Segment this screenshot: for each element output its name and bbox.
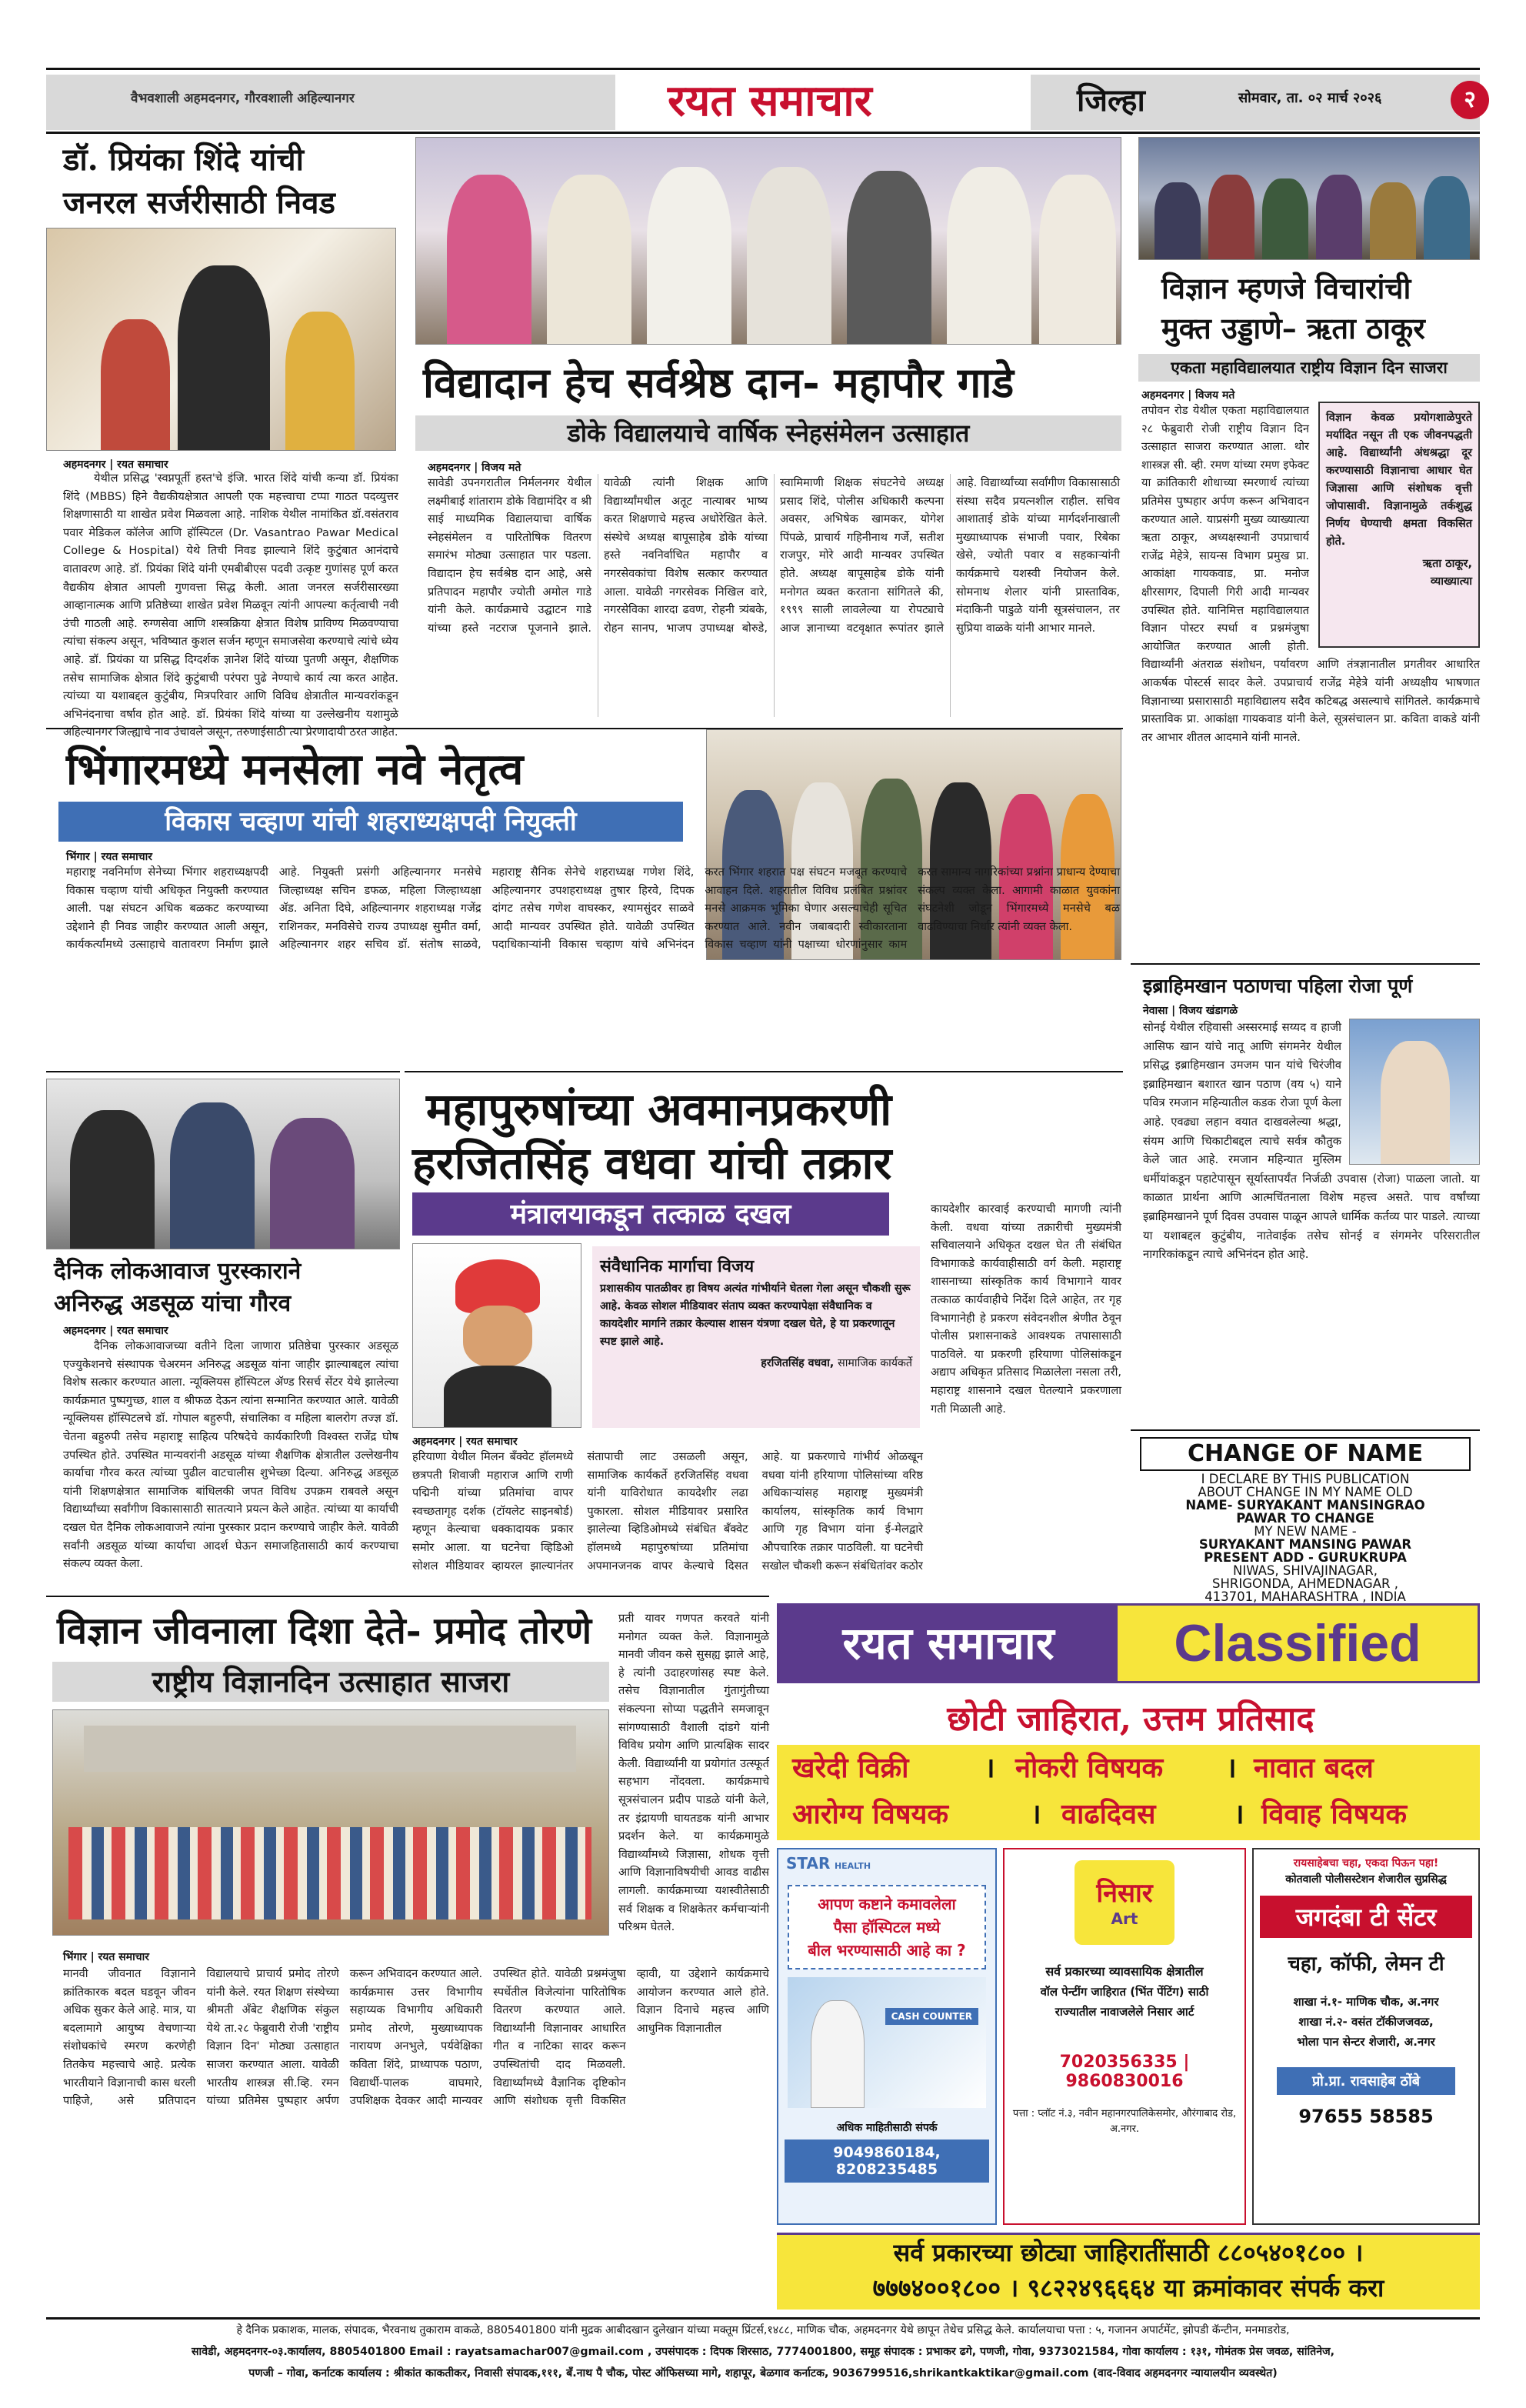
doctor-figure [811, 2000, 865, 2108]
story8-headline: विज्ञान जीवनाला दिशा देते- प्रमोद तोरणे [57, 1609, 592, 1653]
ad3-owner-bar [1277, 2067, 1455, 2095]
story1-photo [46, 228, 396, 451]
story3-body-text: तपोवन रोड येथील एकता महाविद्यालयात २८ फेब्रुवारी रोजी राष्ट्रीय विज्ञान दिन उत्साहात साजरा करण्यात आला. थोर शास्त्रज्ञ सी. व्ही. रमण यांच्या रमण इफेक्ट या क्रांतिकारी शोधाच्या स्मरणार्थ त्यांच्या प्रतिमेस पुष्पहार अर्पण करून अभिवादन करण्यात आले. याप्रसंगी मुख्य व्याख्यात्या ऋता ठाकूर, अध्यक्षस्थानी उपप्राचार्य राजेंद्र मेहेत्रे, सायन्स विभाग प्रमुख प्रा. आकांक्षा गायकवाड, प्रा. मनोज क्षीरसागर, दिपाली गिरी आदी मान्यवर उपस्थित होते. यानिमित्त महाविद्यालयात विज्ञान पोस्टर स्पर्धा व प्रश्नमंजुषा आयोजित करण्यात आली होती. विद्यार्थ्यांनी अंतराळ संशोधन, पर्यावरण आणि तंत्रज्ञानातील प्रगतीवर आधारित आकर्षक पोस्टर्स सादर केले. उपप्राचार्य राजेंद्र मेहेत्रे यांनी अध्यक्षीय भाषणात विज्ञानाच्या प्रसारासाठी महाविद्यालय सदैव कटिबद्ध असल्याचे सांगितले. कार्यक्रमाचे प्रास्ताविक प्रा. आकांक्षा गायकवाड यांनी केले, सूत्रसंचालन प्रा. कविता वाकडे यांनी तर आभार शीतल आदमाने यांनी मानले. [1141, 404, 1480, 744]
story6-body: दैनिक लोकआवाजच्या वतीने दिला जाणारा प्रतिष्ठेचा पुरस्कार अडसूळ एज्युकेशनचे संस्थापक चेअरमन अनिरुद्ध अडसूळ यांना जाहीर झाल्याबद्दल त्यांचा विशेष सत्कार करण्यात आला. न्यूक्लियस हॉस्पिटल ॲण्ड रिसर्च सेंटर येथे झालेल्या कार्यक्रमात पुष्पगुच्छ, शाल व श्रीफळ देऊन त्यांना सन्मानित करण्यात आले. यावेळी न्यूक्लियस हॉस्पिटलचे डॉ. गोपाल बहुरुपी, संचालिका व महिला बालरोग तज्ज्ञ डॉ. चेतना बहुरुपी तसेच महाराष्ट्र साहित्य परिषदेचे कार्यकारिणी विश्वस्त राजेंद्र घोष उपस्थित होते. उपस्थित मान्यवरांनी अडसूळ यांच्या शैक्षणिक क्षेत्रातील उल्लेखनीय कार्याचा गौरव करत त्यांच्या पुढील वाटचालीस शुभेच्छा दिल्या. अनिरुद्ध अडसूळ यांनी शिक्षणक्षेत्रात सामाजिक बांधिलकी जपत विविध उपक्रम राबवले असून विद्यार्थ्यांच्या सर्वांगीण विकासासाठी सातत्याने प्रयत्न केले आहेत. त्यांच्या या कार्याची दखल घेत दैनिक लोकआवाजने त्यांना पुरस्कार प्रदान करण्याचे जाहीर केले. यावेळी सर्वांनी अडसूळ यांच्या कार्याचा आदर्श घेऊन समाजहितासाठी कार्य करण्याचा संकल्प व्यक्त केला. [63, 1339, 398, 1571]
story5-dateline: नेवासा | विजय खंडागळे [1143, 1005, 1238, 1017]
classified-title-right [1118, 1606, 1478, 1681]
story6-dateline: अहमदनगर | रयत समाचार [63, 1325, 168, 1337]
story3-quote: विज्ञान केवळ प्रयोगशाळेपुरते मर्यादित नसून ती एक जीवनपद्धती आहे. विद्यार्थ्यांनी अंधश्रद्धा दूर करण्यासाठी विज्ञानाचा आधार घेत जिज्ञासा आणि संशोधक वृत्ती जोपासावी. विज्ञानामुळे तर्कशुद्ध निर्णय घेण्याची क्षमता विकसित होते. [1326, 412, 1472, 548]
person-figure [1039, 175, 1116, 344]
ad3-top2: कोतवाली पोलीसस्टेशन शेजारील सुप्रसिद्ध [1285, 1873, 1447, 1886]
story2-headline: विद्यादान हेच सर्वश्रेष्ठ दान- महापौर गाडे [423, 358, 1015, 407]
change-of-name-title-bar [1140, 1437, 1471, 1471]
ad1-line3: बील भरण्यासाठी आहे का ? [808, 1941, 966, 1959]
masthead-tagline: वैभवशाली अहमदनगर, गौरवशाली अहिल्यानगर [131, 91, 355, 106]
story1-headline-2: जनरल सर्जरीसाठी निवड [63, 185, 335, 221]
ad2-brand-sub: Art [1111, 1909, 1138, 1928]
story3-body-column [1141, 402, 1480, 945]
ad2-phone: 7020356335 | 9860830016 [1059, 2053, 1190, 2091]
classified-contact-box [777, 2233, 1480, 2310]
ad1-line1: आपण कष्टाने कमावलेला [818, 1895, 956, 1913]
story5-headline: इब्राहिमखान पठाणचा पहिला रोजा पूर्ण [1143, 975, 1413, 997]
con-line: PRESENT ADD - GURUKRUPA [1204, 1550, 1407, 1565]
person-figure [285, 312, 355, 450]
story7-body: हरियाणा येथील मिलन बँक्वेट हॉलमध्ये छत्रपती शिवाजी महाराज आणि राणी पद्मिनी यांच्या प्रतिमांचा वापर स्वच्छतागृह दर्शक (टॉयलेट साइनबोर्ड) म्हणून केल्याचा धक्कादायक प्रकार समोर आला. या घटनेचा व्हिडिओ सोशल मीडियावर व्हायरल झाल्यानंतर संतापाची लाट उसळली असून, सामाजिक कार्यकर्ते हरजितसिंह वधवा यांनी याविरोधात कायदेशीर लढा पुकारला. सोशल मीडियावर प्रसारित झालेल्या व्हिडिओमध्ये संबंधित बँक्वेट हॉलमध्ये महापुरुषांच्या प्रतिमांचा अपमानजनक वापर केल्याचे दिसत आहे. या प्रकरणाचे गांभीर्य ओळखून वधवा यांनी हरियाणा पोलिसांच्या वरिष्ठ अधिकाऱ्यांसह महाराष्ट्र मुख्यमंत्री कार्यालय, सांस्कृतिक कार्य विभाग आणि गृह विभाग यांना ई-मेलद्वारे औपचारिक तक्रार पाठविली. या घटनेची सखोल चौकशी करून संबंधितांवर कठोर [412, 1450, 923, 1573]
story8-body: मानवी जीवनात विज्ञानाने क्रांतिकारक बदल घडवून जीवन अधिक सुकर केले आहे. मात्र, या बदलामागे आयुष्य वेचणाऱ्या संशोधकांचे स्मरण करणेही तितकेच महत्त्वाचे आहे. प्रत्येक भारतीयाने विज्ञानाची कास धरली पाहिजे, असे प्रतिपादन विद्यालयाचे प्राचार्य प्रमोद तोरणे यांनी केले. रयत शिक्षण संस्थेच्या श्रीमती अँबेट शैक्षणिक संकुल येथे ता.२८ फेब्रुवारी रोजी 'राष्ट्रीय विज्ञान दिन' मोठ्या उत्साहात साजरा करण्यात आला. यावेळी भारतीय शास्त्रज्ञ सी.व्हि. रमन यांच्या प्रतिमेस पुष्पहार अर्पण करून अभिवादन करण्यात आले. कार्यक्रमास उत्तर विभागीय सहाय्यक विभागीय अधिकारी प्रमोद तोरणे, मुख्याध्यापक नारायण अनभुले, पर्यवेक्षिका कविता शिंदे, प्राध्यापक पठाण, विद्यार्थी-पालक वाघमारे, उपशिक्षक देवकर आदी मान्यवर उपस्थित होते. यावेळी प्रश्नमंजुषा स्पर्धेतील विजेत्यांना पारितोषिक वितरण करण्यात आले. विद्यार्थ्यांनी विज्ञानावर आधारित गीत व नाटिका सादर करून उपस्थितांची दाद मिळवली. विद्यार्थ्यांमध्ये वैज्ञानिक दृष्टिकोन आणि संशोधक वृत्ती विकसित व्हावी, या उद्देशाने कार्यक्रमाचे आयोजन करण्यात आले होते. विज्ञान दिनाचे महत्त्व आणि आधुनिक विज्ञानातील [63, 1967, 769, 2108]
ad1-brand-row [778, 1849, 995, 1877]
ad3-top1: रायसाहेबचा चहा, एकदा पिऊन पहा! [1293, 1857, 1439, 1869]
person-figure [947, 167, 1031, 344]
con-line: MY NEW NAME - [1254, 1524, 1357, 1539]
story4-dateline: भिंगार | रयत समाचार [66, 851, 152, 863]
person-figure [1208, 175, 1254, 259]
story4-headline: भिंगारमध्ये मनसेला नवे नेतृत्व [66, 744, 524, 795]
ad1-image [788, 1977, 986, 2108]
ad2-line2: वॉल पेन्टींग जाहिरात (भिंत पेंटिंग) साठी [1040, 1985, 1209, 1999]
ad3-title: जगदंबा टी सेंटर [1295, 1903, 1437, 1932]
story7-box-body: प्रशासकीय पातळीवर हा विषय अत्यंत गांभीर्याने घेतला गेला असून चौकशी सुरू आहे. केवळ सोशल मीडियावर संताप व्यक्त करण्यापेक्षा संवैधानिक व कायदेशीर मार्गाने तक्रार केल्यास शासन यंत्रणा दखल घेते, हे या प्रकरणातून स्पष्ट झाले आहे. [600, 1282, 911, 1348]
story-vidyadan [409, 137, 1125, 722]
story1-body: येथील प्रसिद्ध 'स्वप्नपूर्ती हस्त'चे इंजि. भारत शिंदे यांची कन्या डॉ. प्रियंका शिंदे (MBBS) हिने वैद्यकीयक्षेत्रात आपली एक महत्त्वाचा टप्पा गाठत पदव्युत्तर शिक्षणासाठी या शाखेत प्रवेश मिळवला आहे. नाशिक येथील नामांकित डॉ.वसंतराव पवार मेडिकल कॉलेज आणि हॉस्पिटल (Dr. Vasantrao Pawar Medical College & Hospital) येथे तिची निवड झाल्याने शिंदे कुटुंबात आनंदाचे वातावरण आहे. डॉ. प्रियंका शिंदे यांनी एमबीबीएस पदवी उत्कृष्ट गुणांसह पूर्ण करत वैद्यकीय क्षेत्रात आपली गुणवत्ता सिद्ध केली. आता जनरल सर्जरीसारख्या आव्हानात्मक आणि प्रतिष्ठेच्या शाखेत प्रवेश मिळवून त्यांनी आपल्या कर्तृत्वाची नवी उंची गाठली आहे. रुग्णसेवा आणि शस्त्रक्रिया क्षेत्रात विशेष प्राविण्य मिळवण्याचा त्यांचा संकल्प असून, भविष्यात कुशल सर्जन म्हणून समाजसेवा करण्याचे त्यांचे ध्येय आहे. डॉ. प्रियंका या प्रसिद्ध दिग्दर्शक ज्ञानेश शिंदे यांच्या पुतणी असून, शैक्षणिक तसेच सामाजिक क्षेत्रात शिंदे कुटुंबाची परंपरा पुढे नेण्याचे कार्य त्या करत आहेत. त्यांच्या या यशाबद्दल कुटुंबीय, मित्रपरिवार आणि विविध क्षेत्रातील मान्यवरांकडून अभिनंदनाचा वर्षाव होत आहे. डॉ. प्रियंका शिंदे यांच्या या उल्लेखनीय यशामुळे अहिल्यानगर जिल्ह्याचे नाव उंचावले असून, तरुणाईसाठी त्या प्रेरणादायी ठरत आहेत. [63, 472, 398, 739]
ad2-brand: निसार [1096, 1878, 1153, 1909]
story3-subheadline: एकता महाविद्यालयात राष्ट्रीय विज्ञान दिन साजरा [1171, 359, 1448, 377]
category-item: नोकरी विषयक [1015, 1752, 1164, 1784]
con-line: SHRIGONDA, AHMEDNAGAR , [1212, 1576, 1398, 1591]
ad1-phone: 9049860184, 8208235485 [785, 2140, 989, 2183]
masthead-title: रयत समाचार [668, 75, 872, 126]
ad3-phone: 97655 58585 [1298, 2106, 1434, 2127]
person-figure [447, 175, 531, 344]
person-figure [747, 167, 831, 344]
story-bhingar-mns [46, 728, 1123, 1066]
change-of-name-notice [1131, 1429, 1480, 1604]
story-harjitsingh [405, 1071, 1123, 1591]
story2-dateline: अहमदनगर | विजय मते [428, 462, 521, 474]
story-vidnyan-vicharanchi [1131, 137, 1480, 960]
con-line: ABOUT CHANGE IN MY NAME OLD [1198, 1485, 1413, 1499]
con-line: 413701, MAHARASHTRA , INDIA [1204, 1589, 1406, 1604]
page-number-text: २ [1464, 86, 1476, 113]
story3-body [1141, 402, 1480, 746]
story7-box-byline [600, 1356, 912, 1370]
story3-subhead-bar [1138, 354, 1480, 382]
story3-quote-role: व्याख्यात्या [1430, 575, 1472, 588]
students-group [68, 1827, 591, 1919]
classified-title-bar [777, 1603, 1480, 1683]
story8-subheadline: राष्ट्रीय विज्ञानदिन उत्साहात साजरा [152, 1664, 510, 1699]
con-line: NIWAS, SHIVAJINAGAR, [1233, 1563, 1378, 1578]
person-figure [1370, 182, 1416, 259]
ad3-branch2: शाखा नं.२- वसंत टॉकीजजवळ, [1298, 2015, 1434, 2029]
imprint-line-3: पणजी – गोवा, कर्नाटक कार्यालय : श्रीकांत काकतीकर, निवासी संपादक,१११, बँ.नाथ पै चौक, पोस्ट ऑफिसच्या मागे, शहापूर, बेळगाव कर्नाटक, 9036799516,shrikantkaktikar@gmail.com (वाद-विवाद अहमदनगर न्यायालयीन व्यवस्थेत) [248, 2367, 1278, 2380]
person-figure [1262, 178, 1308, 259]
category-item: विवाह विषयक [1261, 1798, 1408, 1830]
story-aniruddha-adsul [46, 1071, 400, 1591]
person-figure [647, 167, 731, 344]
change-of-name-title: CHANGE OF NAME [1187, 1440, 1424, 1467]
ad1-headline-box [788, 1885, 986, 1969]
classified-title-mr: रयत समाचार [842, 1617, 1055, 1669]
imprint-line-1: हे दैनिक प्रकाशक, मालक, संपादक, भैरवनाथ तुकाराम वाकळे, 8805401800 यांनी मुद्रक आबीदखान दुलेखान यांच्या मक्तूम प्रिंटर्स,१४८८, माणिक चौक, अहमदनगर येथे छापून तेथेच प्रसिद्ध केले. कार्यालयाचा पत्ता : ५, गजानन अपार्टमेंट, झोपडी कॅन्टीन, मनमाडरोड, [236, 2324, 1290, 2336]
classified-title-left [779, 1606, 1118, 1681]
category-item: नावात बदल [1254, 1752, 1374, 1784]
story-ibrahimkhan [1131, 963, 1480, 1425]
person-figure [847, 171, 931, 344]
con-line: SURYAKANT MANSING PAWAR [1198, 1537, 1412, 1552]
person-figure [1424, 176, 1470, 259]
ad-jagdamba-tea [1252, 1848, 1480, 2225]
category-separator: । [1031, 1798, 1041, 1830]
story7-subheadline: मंत्रालयाकडून तत्काळ दखल [510, 1198, 791, 1230]
ad2-address: पत्ता : प्लॉट नं.३, नवीन महानगरपालिकेसमोर, औरंगाबाद रोड, अ.नगर. [1012, 2108, 1237, 2135]
child-figure [1381, 1041, 1450, 1164]
story5-body: सोनई येथील रहिवासी अस्सरमाई सय्यद व हाजी आसिफ खान यांचे नातू आणि संगमनेर येथील प्रसिद्ध इब्राहिमखान उमजम पान यांचे चिरंजीव इब्राहिमखान बशारत खान पठाण (वय ५) याने पवित्र रमजान महिन्यातील कडक रोजा पूर्ण केला आहे. एवढ्या लहान वयात दाखवलेल्या श्रद्धा, संयम आणि चिकाटीबद्दल त्याचे सर्वत्र कौतुक केले जात आहे. रमजान महिन्यात मुस्लिम धर्मीयांकडून पहाटेपासून सूर्यास्तापर्यंत निर्जळी उपवास (रोजा) पाळला जातो. या काळात प्रार्थना आणि आत्मचिंतनाला विशेष महत्त्व असते. पाच वर्षांच्या इब्राहिमखानने पूर्ण दिवस उपवास पाळून आपले धार्मिक कर्तव्य पार पाडले. त्याच्या या यशाबद्दल कुटुंबीय, नातेवाईक तसेच सोनई व संगमनेर परिसरातील नागरिकांकडून त्याचे अभिनंदन होत आहे. [1143, 1021, 1480, 1262]
ad1-contact-label: अधिक माहितीसाठी संपर्क [836, 2122, 938, 2134]
category-item: खरेदी विक्री [792, 1752, 909, 1784]
masthead-section: जिल्हा [1077, 82, 1145, 118]
con-line: NAME- SURYAKANT MANSINGRAO [1185, 1498, 1425, 1513]
person-figure [444, 1366, 551, 1427]
category-separator: । [985, 1752, 995, 1784]
page-number [1451, 81, 1489, 119]
ad2-logo [1075, 1860, 1174, 1945]
ad3-items: चहा, कॉफी, लेमन टी [1288, 1953, 1444, 1976]
story5-photo [1349, 1019, 1480, 1165]
con-line: I DECLARE BY THIS PUBLICATION [1201, 1472, 1410, 1486]
story7-headline-1: महापुरुषांच्या अवमानप्रकरणी [426, 1083, 892, 1136]
imprint-footer [46, 2317, 1480, 2386]
category-item: आरोग्य विषयक [792, 1798, 949, 1830]
ad-star-health [777, 1848, 997, 2225]
ad3-branch1: शाखा नं.१- माणिक चौक, अ.नगर [1293, 1995, 1439, 2009]
story6-headline-2: अनिरुद्ध अडसूळ यांचा गौरव [54, 1290, 292, 1317]
story7-subhead-bar [412, 1192, 889, 1236]
ad3-owner: प्रो.प्रा. रावसाहेब ठोंबे [1311, 2073, 1421, 2089]
category-separator: । [1234, 1798, 1244, 1830]
story8-body-side: प्रती यावर गणपत करवते यांनी मनोगत व्यक्त केले. विज्ञानामुळे मानवी जीवन कसे सुसह्य झाले आहे, हे त्यांनी उदाहरणांसह स्पष्ट केले. तसेच विज्ञानातील गुंतागुंतीच्या संकल्पना सोप्या पद्धतीने समजावून सांगण्यासाठी वैशाली दांडगे यांनी विविध प्रयोग आणि प्रात्यक्षिक सादर केली. विद्यार्थ्यांनी या प्रयोगांत उत्स्फूर्त सहभाग नोंदवला. कार्यक्रमाचे सूत्रसंचालन प्रदीप पाडळे यांनी केले, तर इंद्रायणी घायतडक यांनी आभार प्रदर्शन केले. या कार्यक्रमामुळे विद्यार्थ्यांमध्ये जिज्ञासा, शोधक वृत्ती आणि विज्ञानाविषयीची आवड वाढीस लागली. कार्यक्रमाच्या यशस्वीतेसाठी सर्व शिक्षक व शिक्षकेतर कर्मचाऱ्यांनी परिश्रम घेतले. [618, 1612, 769, 1934]
ad2-line3: राज्यातील नावाजलेले निसार आर्ट [1055, 2005, 1194, 2019]
story7-box-author: हरजितसिंह वधवा, [761, 1357, 835, 1369]
person-figure [1154, 182, 1201, 259]
story3-quote-spacer [1309, 402, 1480, 655]
ad2-line1: सर्व प्रकारच्या व्यावसायिक क्षेत्रातील [1045, 1964, 1204, 1979]
ad3-title-bar [1260, 1896, 1472, 1938]
story1-headline-1: डॉ. प्रियंका शिंदे यांची [63, 142, 304, 178]
imprint-line-2: सावेडी, अहमदनगर-०३.कार्यालय, 8805401800 Email : rayatsamachar007@gmail.com , उपसंपादक : दिपक शिरसाठ, 7774001800, समूह संपादक : प्रभाकर ढगे, पणजी, गोवा, 9373021584, गोवा कार्यालय : १३१, गोमंतक प्रेस जवळ, सांतिनेज, [191, 2346, 1335, 2358]
ad1-counter: CASH COUNTER [885, 2008, 978, 2025]
classified-contact-2: ७७७४००१८०० । ९८२२४९६६६४ या क्रमांकावर संपर्क करा [872, 2273, 1384, 2303]
story3-dateline: अहमदनगर | विजय मते [1141, 389, 1235, 402]
category-item: वाढदिवस [1061, 1798, 1156, 1830]
con-line: PAWAR TO CHANGE [1236, 1511, 1374, 1526]
ad-nisar-art [1003, 1848, 1246, 2225]
banner-strip [84, 1726, 576, 1772]
story-priyanka-shinde [46, 137, 400, 739]
story2-photo [415, 137, 1121, 345]
story2-subhead-bar [415, 415, 1121, 451]
face-shape [463, 1306, 532, 1367]
classified-title-en: Classified [1174, 1614, 1421, 1673]
story7-box-title: संवैधानिक मार्गाचा विजय [600, 1256, 755, 1276]
story7-box-role: सामाजिक कार्यकर्ते [838, 1357, 912, 1369]
ad1-brand-sub: HEALTH [834, 1861, 871, 1871]
story4-subheadline: विकास चव्हाण यांची शहराध्यक्षपदी नियुक्ती [165, 806, 577, 837]
classified-tagline: छोटी जाहिरात, उत्तम प्रतिसाद [947, 1699, 1314, 1739]
ad3-branch3: भोला पान सेन्टर शेजारी, अ.नगर [1297, 2035, 1435, 2049]
person-figure [170, 1102, 255, 1249]
story3-quote-author: ऋता ठाकूर, [1422, 558, 1472, 570]
story2-body: सावेडी उपनगरातील निर्मलनगर येथील लक्ष्मीबाई शांताराम डोके विद्यामंदिर व श्री साई माध्यमिक विद्यालयाचा वार्षिक स्नेहसंमेलन व पारितोषिक वितरण समारंभ मोठ्या उत्साहात पार पडला. विद्यादान हेच सर्वश्रेष्ठ दान आहे, असे प्रतिपादन महापौर ज्योती अमोल गाडे यांनी केले. कार्यक्रमाचे उद्घाटन गाडे यांच्या हस्ते नटराज पूजनाने झाले. यावेळी त्यांनी शिक्षक आणि विद्यार्थ्यांमधील अतूट नात्याबर भाष्य करत शिक्षणाचे महत्त्व अधोरेखित केले. संस्थेचे अध्यक्ष बापूसाहेब डोके यांच्या हस्ते नवनिर्वाचित महापौर व नगरसेवकांचा विशेष सत्कार करण्यात आला. यावेळी नगरसेवक निखिल वारे, नगरसेविका शारदा ढवण, रोहनी त्र्यंबके, रोहन सानप, भाजप उपाध्यक्ष बोरुडे, स्वामिमाणी शिक्षक संघटनेचे अध्यक्ष प्रसाद शिंदे, पोलीस अधिकारी कल्पना अवसर, अभिषेक खामकर, योगेश पिंपळे, प्राचार्य गहिनीनाथ गर्जे, सतीश राजपुर, मोरे आदी मान्यवर उपस्थित होते. अध्यक्ष बापूसाहेब डोके यांनी मनोगत व्यक्त करताना सांगितले की, १९९९ साली लावलेल्या या रोपट्याचे आज ज्ञानाच्या वटवृक्षात रूपांतर झाले आहे. विद्यार्थ्यांच्या सर्वांगीण विकासासाठी संस्था सदैव प्रयत्नशील राहील. सचिव आशाताई डोके यांच्या मार्गदर्शनाखाली मुख्याध्यापक संभाजी पवार, रिबेका खेसे, ज्योती पवार व सहकाऱ्यांनी कार्यक्रमाचे यशस्वी नियोजन केले. सोमनाथ शेलार यांनी प्रास्ताविक, मंदाकिनी पाडुळे यांनी सूत्रसंचालन, तर सुप्रिया वाळके यांनी आभार मानले. [428, 476, 1120, 635]
ad1-line2: पैसा हॉस्पिटल मध्ये [833, 1918, 941, 1936]
story7-body-top: कायदेशीर कारवाई करण्याची मागणी त्यांनी केली. वधवा यांच्या तक्रारीची मुख्यमंत्री सचिवालयाने अधिकृत दखल घेत ती संबंधित विभागाकडे कार्यवाहीसाठी वर्ग केली. महाराष्ट्र शासनाच्या सांस्कृतिक कार्य विभागाने यावर तत्काळ कार्यवाहीचे निर्देश दिले आहेत, तर गृह विभागानेही हे प्रकरण संवेदनशील श्रेणीत ठेवून पोलीस प्रशासनाकडे आवश्यक तपासासाठी पाठविले. या प्रकरणी हरियाणा पोलिसांकडून अद्याप अधिकृत प्रतिसाद मिळालेला नसला तरी, महाराष्ट्र शासनाने दखल घेतल्याने प्रकरणाला गती मिळाली आहे. [931, 1202, 1121, 1416]
story4-subhead-bar [58, 802, 683, 842]
story4-body-left: महाराष्ट्र नवनिर्माण सेनेच्या भिंगार शहराध्यक्षपदी विकास चव्हाण यांची अधिकृत नियुक्ती करण्यात आली. पक्ष संघटन अधिक बळकट करण्याच्या उद्देशाने ही निवड जाहीर करण्यात आली असून, कार्यकर्त्यांमध्ये उत्साहाचे वातावरण निर्माण झाले आहे. नियुक्ती प्रसंगी अहिल्यानगर मनसेचे जिल्हाध्यक्ष सचिन डफळ, महिला जिल्हाध्यक्षा ॲड. अनिता दिघे, अहिल्यानगर शहराध्यक्ष गजेंद्र राशिनकर, मनविसेचे राज्य उपाध्यक्ष सुमीत वर्मा, अहिल्यानगर शहर सचिव डॉ. संतोष साळवे, महाराष्ट्र सैनिक सेनेचे शहराध्यक्ष गणेश शिंदे, अहिल्यानगर उपशहराध्यक्ष तुषार हिरवे, दिपक दांगट तसेच गणेश वाघस्कर, श्यामसुंदर साळवे आदी मान्यवर उपस्थित होते. यावेळी उपस्थित पदाधिकाऱ्यांनी विकास चव्हाण यांचे अभिनंदन करत भिंगार शहरात पक्ष संघटन मजबूत करण्याचे आवाहन दिले. शहरातील विविध प्रलंबित प्रश्नांवर मनसे आक्रमक भूमिका घेणार असल्याचेही सूचित करण्यात आले. नवीन जबाबदारी स्वीकारताना विकास चव्हाण यांनी पक्षाच्या धोरणांनुसार काम करत सामान्य नागरिकांच्या प्रश्नांना प्राधान्य देण्याचा संकल्प व्यक्त केला. आगामी काळात युवकांना संघटनेशी जोडून भिंगारमध्ये मनसेचे बळ वाढविण्याचा निर्धार त्यांनी व्यक्त केला. [66, 865, 1120, 952]
story3-photo [1138, 137, 1480, 260]
person-figure [101, 319, 170, 450]
story-pramod-torne [46, 1596, 769, 2311]
story5-body-wrap [1143, 1019, 1480, 1419]
masthead-date: सोमवार, ता. ०२ मार्च २०२६ [1238, 90, 1382, 106]
person-figure [1316, 175, 1362, 259]
story8-photo [52, 1709, 609, 1936]
story7-headline-2: हरजितसिंह वधवा यांची तक्रार [412, 1137, 892, 1189]
classified-section [777, 1603, 1480, 2311]
story7-box [592, 1246, 920, 1428]
person-figure [270, 1118, 355, 1249]
story1-dateline: अहमदनगर | रयत समाचार [63, 459, 168, 471]
story8-subhead-bar [52, 1662, 609, 1702]
story2-subheadline: डोके विद्यालयाचे वार्षिक स्नेहसंमेलन उत्साहात [567, 419, 970, 448]
story7-photo [412, 1243, 581, 1428]
category-separator: । [1226, 1752, 1237, 1784]
masthead [46, 68, 1480, 134]
classified-contact-1: सर्व प्रकारच्या छोट्या जाहिरातींसाठी ८८०५४०१८०० । [893, 2238, 1364, 2267]
story7-dateline: अहमदनगर | रयत समाचार [412, 1436, 518, 1448]
person-figure [547, 175, 631, 344]
person-figure [70, 1110, 155, 1249]
story8-dateline: भिंगार | रयत समाचार [63, 1951, 149, 1963]
story3-headline-1: विज्ञान म्हणजे विचारांची [1161, 271, 1411, 305]
story3-headline-2: मुक्त उड्डाणे– ऋता ठाकूर [1161, 311, 1425, 345]
ad1-brand: STAR [786, 1854, 831, 1873]
story6-headline-1: दैनिक लोकआवाज पुरस्काराने [54, 1258, 302, 1285]
story6-photo [46, 1079, 400, 1249]
person-figure [178, 265, 270, 450]
